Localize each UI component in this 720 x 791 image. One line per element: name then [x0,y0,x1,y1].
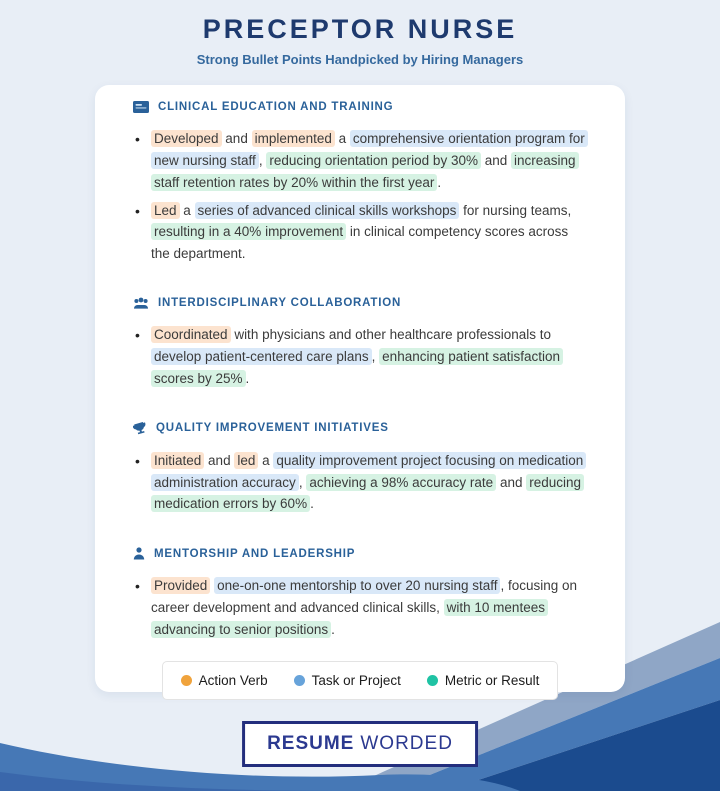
section-interdisciplinary-collaboration [133,297,587,390]
plain-text: and [496,474,527,490]
action-highlight: Initiated [151,452,204,469]
legend-label: Task or Project [311,672,401,688]
bullet-list [133,450,587,516]
plain-text: for nursing teams, [459,202,572,218]
section-title: QUALITY IMPROVEMENT INITIATIVES [156,422,389,435]
action-highlight: Coordinated [151,326,231,343]
legend-label: Action Verb [198,672,268,688]
task-highlight: develop patient-centered care plans [151,348,372,365]
plain-text: . [331,622,335,638]
plain-text: . [245,370,250,386]
legend-label: Metric or Result [444,672,540,688]
plain-text: , [258,152,267,168]
section-heading [133,297,587,309]
bullet-point [133,324,587,390]
action-highlight: Provided [151,577,210,594]
header [0,14,720,67]
plain-text: and [204,452,235,468]
section-title: MENTORSHIP AND LEADERSHIP [154,547,356,560]
bullet-list [133,575,587,641]
legend-item-action-verb [181,673,268,688]
action-highlight: Developed [151,130,222,147]
metric-highlight: achieving a 98% accuracy rate [306,474,496,491]
plain-text: , [298,474,307,490]
person-icon [133,547,145,560]
metric-highlight: reducing orientation period by 30% [266,152,481,169]
action-highlight: implemented [252,130,335,147]
section-heading [133,422,587,435]
plain-text: . [310,496,314,512]
plain-text: . [437,174,442,190]
plain-text: with physicians and other healthcare professionals to [230,327,551,343]
task-highlight: comprehensive orientation program for new nursing staff [151,130,588,169]
legend-item-task-or-project [294,673,401,688]
plain-text: and [480,152,511,168]
page-title: PRECEPTOR NURSE [202,14,518,44]
plain-text: , [371,349,380,365]
section-title: INTERDISCIPLINARY COLLABORATION [158,297,402,310]
brand-regular: WORDED [360,733,453,754]
section-heading [133,547,587,560]
metric-highlight: enhancing patient satisfaction scores by 25% [151,348,563,387]
plain-text: in clinical competency scores across the department. [151,224,569,262]
bullet-list [133,324,587,390]
bullet-point [133,575,587,641]
training-board-icon [133,101,149,113]
metric-dot-icon [427,675,438,686]
bullet-points-card [95,85,625,692]
legend [162,661,559,700]
bullet-list [133,128,587,265]
trophy-icon [133,422,147,435]
people-group-icon [133,297,149,309]
task-dot-icon [294,675,305,686]
section-quality-improvement-initiatives [133,422,587,516]
bullet-point [133,200,587,266]
section-heading [133,101,587,113]
section-mentorship-and-leadership [133,547,587,641]
task-highlight: one-on-one mentorship to over 20 nursing staff [214,577,500,594]
bullet-point [133,450,587,516]
metric-highlight: with 10 mentees advancing to senior positions [151,599,548,638]
plain-text: a [334,131,350,146]
metric-highlight: increasing staff retention rates by 20% within the first year [151,152,579,191]
page-subtitle: Strong Bullet Points Handpicked by Hiring Managers [196,52,524,67]
plain-text: , focusing on career development and advanced clinical skills, [151,578,578,616]
plain-text: a [179,202,195,218]
metric-highlight: reducing medication errors by 60% [151,474,584,513]
metric-highlight: resulting in a 40% improvement [151,223,346,240]
action-dot-icon [181,675,192,686]
brand-bold: RESUME [267,733,355,754]
section-clinical-education-and-training [133,101,587,265]
action-highlight: Led [151,202,180,219]
plain-text: and [221,131,252,146]
action-highlight: led [234,452,258,469]
task-highlight: series of advanced clinical skills workshops [195,202,460,219]
section-title: CLINICAL EDUCATION AND TRAINING [158,101,394,113]
bullet-point [133,128,587,194]
resume-worded-logo [242,721,478,767]
sections [133,101,587,641]
plain-text: a [258,452,274,468]
task-highlight: quality improvement project focusing on medication administration accuracy [151,452,586,491]
legend-item-metric-or-result [427,673,540,688]
